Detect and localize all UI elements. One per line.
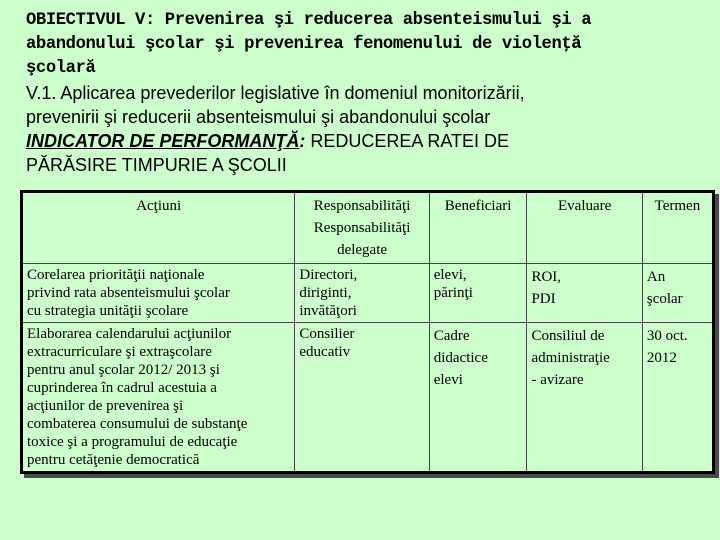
row1-actiune-line: cu strategia unităţii şcolare xyxy=(27,303,189,319)
row2-resp-line: educativ xyxy=(299,344,351,360)
row2-responsabilitati xyxy=(295,323,429,473)
row1-evaluare xyxy=(527,264,642,323)
table-row xyxy=(22,323,714,473)
objective-title-line3: şcolară xyxy=(26,59,96,78)
header-responsabilitati xyxy=(295,192,429,264)
indicator-value-line2: PĂRĂSIRE TIMPURIE A ŞCOLII xyxy=(26,155,287,175)
header-beneficiari: Beneficiari xyxy=(429,192,527,264)
row2-actiune-line: cuprinderea în cadrul acestuia a xyxy=(27,380,217,396)
table-row xyxy=(22,264,714,323)
row1-benef-line: părinţi xyxy=(433,285,473,301)
row1-eval-line: ROI, xyxy=(531,269,562,285)
indicator-colon: : xyxy=(299,131,306,151)
row2-actiune xyxy=(22,323,295,473)
row2-evaluare xyxy=(527,323,642,473)
row2-termen xyxy=(642,323,713,473)
row2-actiune-line: Elaborarea calendarului acţiunilor xyxy=(27,326,232,342)
row1-resp-line: diriginti, xyxy=(299,285,352,301)
header-evaluare: Evaluare xyxy=(527,192,642,264)
row1-termen-line: An xyxy=(646,269,666,285)
header-resp-line1: Responsabilităţi xyxy=(313,198,411,214)
header-resp-line3: delegate xyxy=(337,242,388,258)
row2-beneficiari xyxy=(429,323,527,473)
subobjective-line2: prevenirii şi reducerii absenteismului şi abandonului şcolar xyxy=(26,107,491,127)
row1-termen-line: şcolar xyxy=(646,291,683,307)
subobjective-line1: V.1. Aplicarea prevederilor legislative în domeniul monitorizării, xyxy=(26,83,525,103)
row2-actiune-line: combaterea consumului de substanţe xyxy=(27,416,248,432)
header-resp-line2: Responsabilităţi xyxy=(313,220,411,236)
row2-termen-line: 30 oct. xyxy=(646,328,688,344)
row1-benef-line: elevi, xyxy=(433,267,467,283)
header-termen: Termen xyxy=(642,192,713,264)
row2-resp-line: Consilier xyxy=(299,326,355,342)
action-plan-table xyxy=(20,190,715,474)
table-header-row xyxy=(22,192,714,264)
row1-beneficiari xyxy=(429,264,527,323)
row1-actiune-line: Corelarea priorităţii naţionale xyxy=(27,267,205,283)
row2-benef-line: didactice xyxy=(433,350,488,366)
row2-actiune-line: toxice şi a programului de educaţie xyxy=(27,434,238,450)
heading-block xyxy=(26,9,716,177)
indicator-line xyxy=(26,129,716,153)
row2-actiune-line: pentru anul şcolar 2012/ 2013 şi xyxy=(27,362,220,378)
row2-actiune-line: pentru cetăţenie democratică xyxy=(27,452,200,468)
indicator-label: INDICATOR DE PERFORMANŢĂ xyxy=(26,131,300,151)
objective-title-line1: OBIECTIVUL V: Prevenirea şi reducerea absenteismului şi a xyxy=(26,11,592,30)
row2-eval-line: Consiliul de xyxy=(531,328,605,344)
row1-resp-line: invătăţori xyxy=(299,303,357,319)
row2-benef-line: Cadre xyxy=(433,328,470,344)
row1-eval-line: PDI xyxy=(531,291,556,307)
objective-title-line2: abandonului şcolar şi prevenirea fenomenului de violenţă xyxy=(26,35,582,54)
row1-resp-line: Directori, xyxy=(299,267,358,283)
row2-eval-line: administraţie xyxy=(531,350,610,366)
row1-responsabilitati xyxy=(295,264,429,323)
indicator-value-line1: REDUCEREA RATEI DE xyxy=(305,131,510,151)
row1-termen xyxy=(642,264,713,323)
row2-eval-line: - avizare xyxy=(531,372,584,388)
row2-benef-line: elevi xyxy=(433,372,463,388)
row2-actiune-line: acţiunilor de prevenirea şi xyxy=(27,398,184,414)
row2-termen-line: 2012 xyxy=(646,350,677,366)
header-actiuni: Acţiuni xyxy=(22,192,295,264)
row1-actiune-line: privind rata absenteismului şcolar xyxy=(27,285,230,301)
row2-actiune-line: extracurriculare şi extraşcolare xyxy=(27,344,212,360)
row1-actiune xyxy=(22,264,295,323)
